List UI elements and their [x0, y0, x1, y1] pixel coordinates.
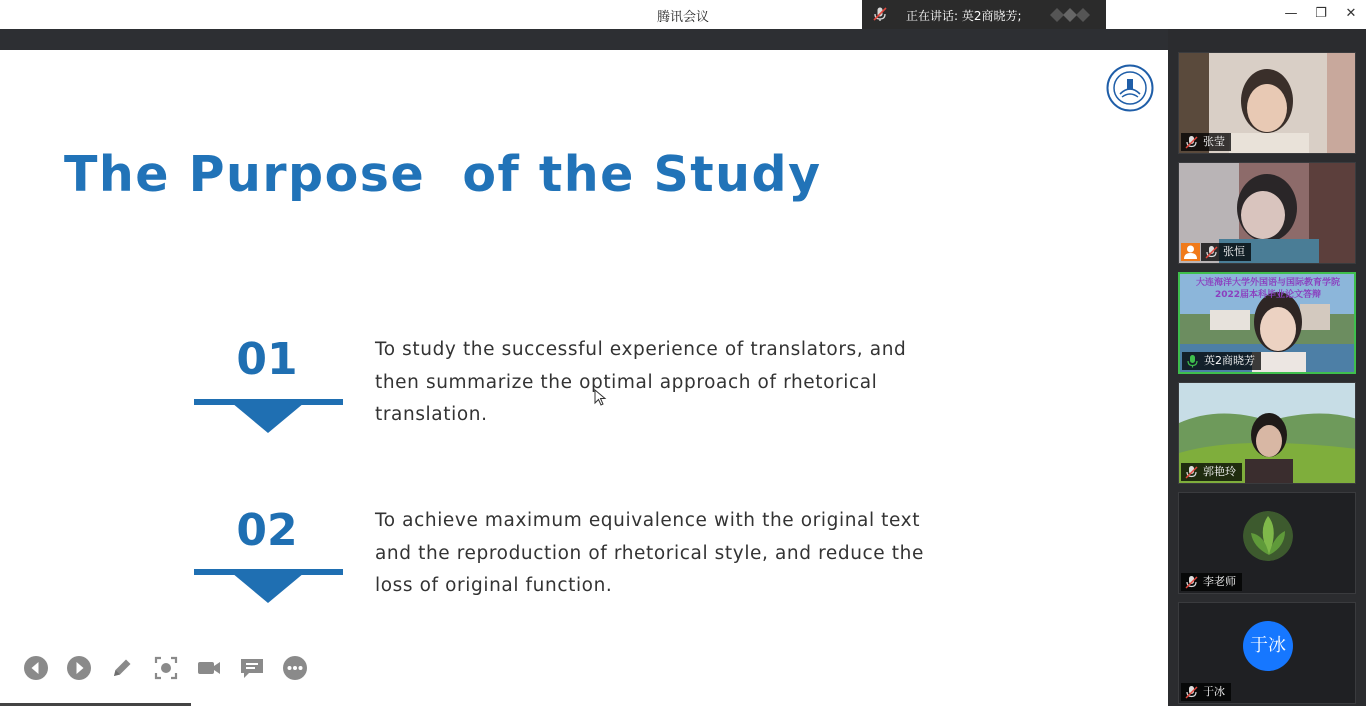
participant-name: 于冰 [1203, 685, 1225, 698]
participant-name-tag [1181, 573, 1242, 591]
participant-name: 李老师 [1203, 575, 1236, 588]
participant-name-tag [1182, 352, 1261, 370]
background-banner-line1: 大连海洋大学外国语与国际教育学院 [1195, 278, 1340, 288]
restore-button[interactable]: ❐ [1315, 6, 1327, 21]
participant-name-tag [1181, 683, 1231, 701]
participant-tile[interactable] [1178, 602, 1356, 704]
chevron-down-icon [194, 399, 344, 435]
participant-tile[interactable] [1178, 162, 1356, 264]
mic-muted-icon [1185, 685, 1198, 699]
point-number-01: 01 [236, 334, 298, 385]
participant-name: 英2商晓芳 [1204, 354, 1255, 367]
mic-muted-icon [1185, 135, 1198, 149]
participant-name: 张莹 [1203, 135, 1225, 148]
close-button[interactable]: ✕ [1345, 6, 1357, 21]
shared-slide [0, 50, 1168, 706]
mic-active-icon [1186, 354, 1199, 368]
participant-tile-active[interactable] [1178, 272, 1356, 374]
point-number-02: 02 [236, 505, 298, 556]
participant-tile[interactable] [1178, 492, 1356, 594]
window-title-bar [0, 0, 1366, 29]
next-icon[interactable] [65, 654, 93, 682]
mic-muted-icon [1185, 575, 1198, 589]
mic-muted-icon [872, 6, 888, 22]
host-badge [1181, 243, 1200, 261]
participant-name: 郭艳玲 [1203, 465, 1236, 478]
slide-title: The Purpose of the Study [64, 146, 822, 203]
tencent-meeting-logo-icon [1048, 7, 1094, 23]
university-seal-icon [1106, 64, 1154, 112]
pen-icon[interactable] [108, 654, 136, 682]
participant-name: 张恒 [1223, 245, 1245, 258]
camera-icon[interactable] [195, 654, 223, 682]
participant-name-tag [1201, 243, 1251, 261]
avatar: 于冰 [1243, 621, 1293, 671]
background-banner-line2: 2022届本科毕业论文答辩 [1214, 290, 1322, 300]
point-text-01: To study the successful experience of translators, and then summarize the optimal approach of rhetorical translation. [375, 339, 907, 425]
participant-tile[interactable] [1178, 52, 1356, 154]
speaking-label: 正在讲话: 英2商晓芳; [906, 9, 1022, 23]
participant-name-tag [1181, 463, 1242, 481]
comment-icon[interactable] [238, 654, 266, 682]
app-title: 腾讯会议 [656, 10, 709, 25]
minimize-button[interactable]: — [1284, 6, 1298, 21]
avatar [1243, 511, 1293, 561]
previous-icon[interactable] [22, 654, 50, 682]
speaking-indicator [862, 0, 1106, 29]
person-icon [1181, 243, 1200, 261]
chevron-down-icon [194, 569, 344, 605]
mic-muted-icon [1185, 465, 1198, 479]
mic-muted-icon [1205, 245, 1218, 259]
participant-tile[interactable] [1178, 382, 1356, 484]
focus-icon[interactable] [152, 654, 180, 682]
mouse-cursor-icon [594, 389, 608, 407]
participant-name-tag [1181, 133, 1231, 151]
participants-panel [1168, 29, 1366, 706]
share-toolbar-strip [0, 29, 1168, 50]
more-icon[interactable] [281, 654, 309, 682]
point-text-02: To achieve maximum equivalence with the original text and the reproduction of rhetorical style, and reduce the loss of original function. [375, 510, 924, 596]
